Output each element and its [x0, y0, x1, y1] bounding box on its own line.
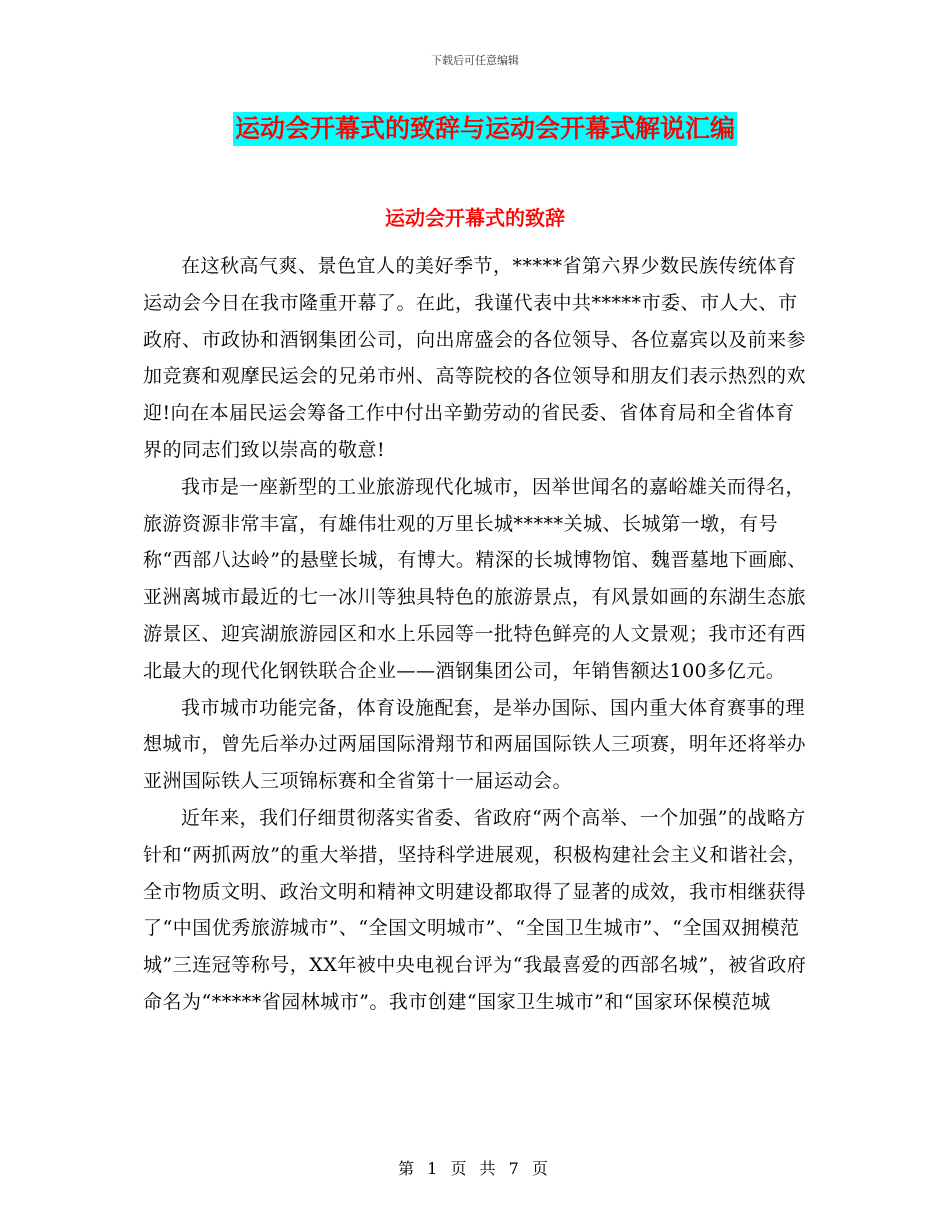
header-note: 下载后可任意编辑: [431, 54, 519, 67]
paragraph-4: 近年来，我们仔细贯彻落实省委、省政府“两个高举、一个加强”的战略方针和“两抓两放”的重大举措，坚持科学进展观，积极构建社会主义和谐社会，全市物质文明、政治文明和精神文明建设都取得了显著的成效，我市相继获得了“中国优秀旅游城市”、“全国文明城市”、“全国卫生城市”、“全国双拥模范城”三连冠等称号，XX年被中央电视台评为“我最喜爱的西部名城”，被省政府命名为“*****省园林城市”。我市创建“国家卫生城市”和“国家环保模范城: [143, 806, 807, 1013]
paragraph-3: 我市城市功能完备，体育设施配套，是举办国际、国内重大体育赛事的理想城市，曾先后举办过两届国际滑翔节和两届国际铁人三项赛，明年还将举办亚洲国际铁人三项锦标赛和全省第十一届运动会。: [143, 696, 807, 793]
section-title: 运动会开幕式的致辞: [385, 206, 565, 230]
paragraph-1: 在这秋高气爽、景色宜人的美好季节，*****省第六界少数民族传统体育运动会今日在我市隆重开幕了。在此，我谨代表中共*****市委、市人大、市政府、市政协和酒钢集团公司，向出席盛会的各位领导、各位嘉宾以及前来参加竞赛和观摩民运会的兄弟市州、高等院校的各位领导和朋友们表示热烈的欢迎!向在本届民运会筹备工作中付出辛勤劳动的省民委、省体育局和全省体育界的同志们致以崇高的敬意!: [143, 255, 807, 461]
document-body: [143, 248, 808, 1021]
page-number-footer: 第 1 页 共 7 页: [398, 1159, 552, 1178]
document-title: 运动会开幕式的致辞与运动会开幕式解说汇编: [233, 112, 737, 146]
paragraph-2: 我市是一座新型的工业旅游现代化城市，因举世闻名的嘉峪雄关而得名，旅游资源非常丰富，有雄伟壮观的万里长城*****关城、长城第一墩，有号称“西部八达岭”的悬壁长城，有博大。精深的长城博物馆、魏晋墓地下画廊、亚洲离城市最近的七一冰川等独具特色的旅游景点，有风景如画的东湖生态旅游景区、迎宾湖旅游园区和水上乐园等一批特色鲜亮的人文景观；我市还有西北最大的现代化钢铁联合企业——酒钢集团公司，年销售额达100多亿元。: [143, 475, 807, 682]
